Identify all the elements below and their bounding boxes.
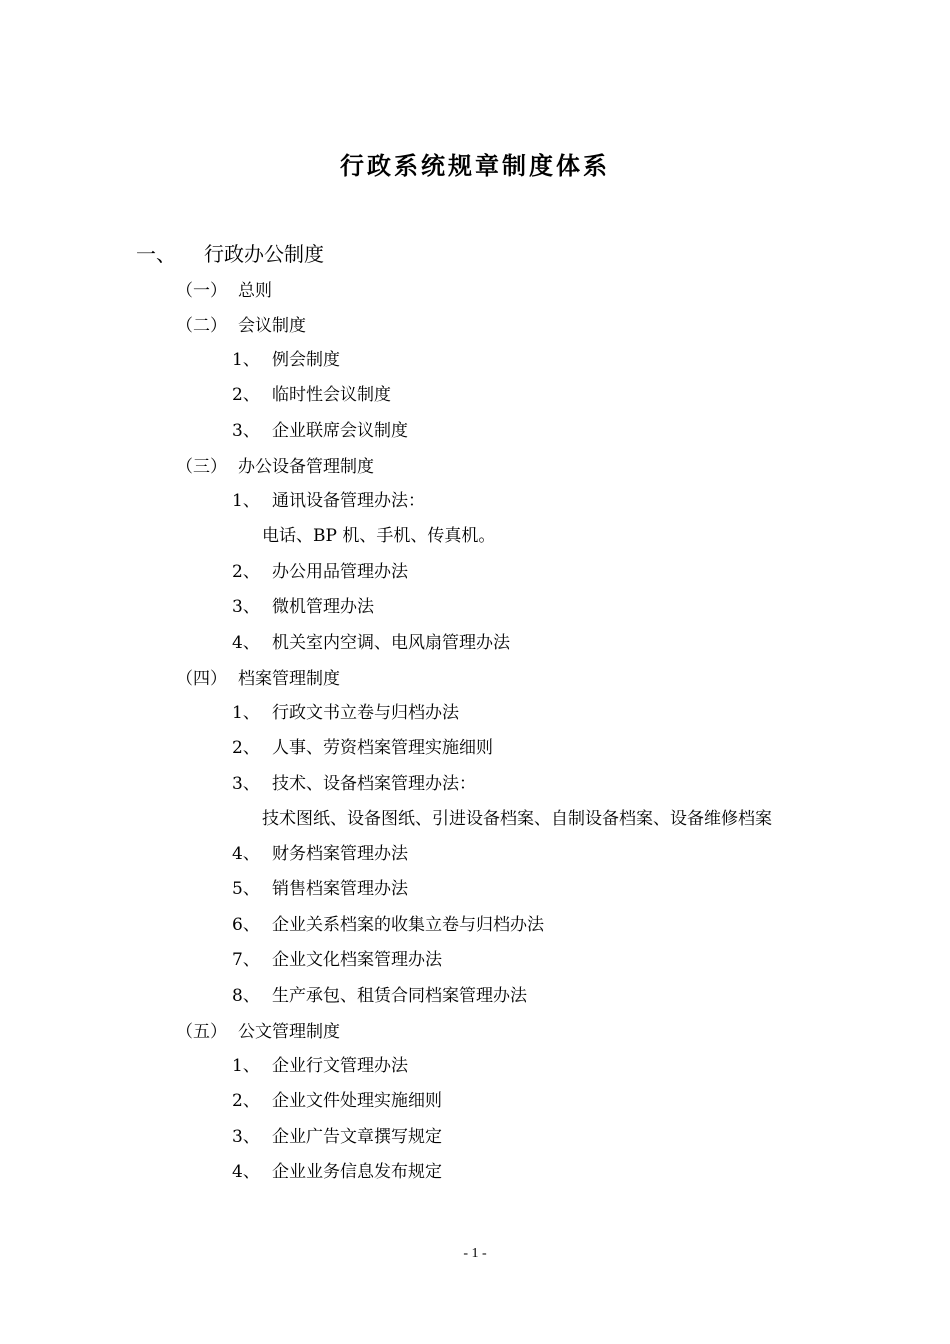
item-number: 4、 (232, 633, 260, 653)
list-item (232, 416, 408, 441)
item-number: 2、 (232, 738, 260, 758)
subsection-label: 公文管理制度 (238, 1022, 340, 1042)
subsection-heading (176, 664, 340, 689)
subsection-label: 总则 (238, 281, 272, 301)
subsection-label: 办公设备管理制度 (238, 457, 374, 477)
item-label: 企业文化档案管理办法 (272, 950, 442, 970)
item-label: 企业广告文章撰写规定 (272, 1127, 442, 1147)
item-number: 7、 (232, 950, 260, 970)
section-heading (136, 238, 324, 267)
subsection-number: （五） (176, 1022, 227, 1042)
section-number: 一、 (136, 242, 176, 266)
item-number: 5、 (232, 879, 260, 899)
list-item (232, 698, 459, 723)
item-number: 4、 (232, 844, 260, 864)
item-label: 技术、设备档案管理办法： (272, 774, 476, 794)
item-label: 企业文件处理实施细则 (272, 1091, 442, 1111)
item-label: 企业关系档案的收集立卷与归档办法 (272, 915, 544, 935)
section-label: 行政办公制度 (204, 242, 324, 266)
item-number: 3、 (232, 421, 260, 441)
list-item (232, 1051, 408, 1076)
item-label: 生产承包、租赁合同档案管理办法 (272, 986, 527, 1006)
list-item (232, 592, 374, 617)
page-number: - 1 - (463, 1246, 487, 1261)
item-number: 6、 (232, 915, 260, 935)
list-item (232, 1157, 442, 1182)
subsection-number: （一） (176, 281, 227, 301)
list-item (232, 345, 340, 370)
subsection-heading (176, 276, 272, 301)
item-label: 行政文书立卷与归档办法 (272, 703, 459, 723)
item-label: 通讯设备管理办法： (272, 491, 425, 511)
item-number: 3、 (232, 774, 260, 794)
subsection-label: 档案管理制度 (238, 669, 340, 689)
subsection-heading (176, 452, 374, 477)
list-item (232, 1122, 442, 1147)
list-item (232, 557, 408, 582)
list-item (232, 981, 527, 1006)
item-number: 2、 (232, 562, 260, 582)
item-label: 办公用品管理办法 (272, 562, 408, 582)
subsection-number: （三） (176, 457, 227, 477)
list-item (232, 874, 408, 899)
item-label: 企业联席会议制度 (272, 421, 408, 441)
item-label: 企业业务信息发布规定 (272, 1162, 442, 1182)
document-title: 行政系统规章制度体系 (340, 151, 610, 180)
list-item (232, 910, 544, 935)
list-item (232, 945, 442, 970)
subsection-number: （二） (176, 316, 227, 336)
list-item (232, 486, 425, 511)
list-item (232, 380, 391, 405)
item-number: 3、 (232, 1127, 260, 1147)
list-item (232, 733, 493, 758)
item-number: 2、 (232, 385, 260, 405)
item-note: 技术图纸、设备图纸、引进设备档案、自制设备档案、设备维修档案 (262, 809, 772, 829)
item-label: 例会制度 (272, 350, 340, 370)
list-item (232, 839, 408, 864)
item-label: 人事、劳资档案管理实施细则 (272, 738, 493, 758)
item-note: 电话、BP 机、手机、传真机。 (262, 526, 496, 546)
item-label: 销售档案管理办法 (272, 879, 408, 899)
item-number: 1、 (232, 350, 260, 370)
subsection-label: 会议制度 (238, 316, 306, 336)
item-label: 微机管理办法 (272, 597, 374, 617)
item-number: 8、 (232, 986, 260, 1006)
item-number: 1、 (232, 1056, 260, 1076)
item-number: 3、 (232, 597, 260, 617)
item-label: 临时性会议制度 (272, 385, 391, 405)
list-item (232, 769, 476, 794)
item-label: 机关室内空调、电风扇管理办法 (272, 633, 510, 653)
item-label: 企业行文管理办法 (272, 1056, 408, 1076)
list-item (232, 628, 510, 653)
subsection-heading (176, 1017, 340, 1042)
list-item (232, 1086, 442, 1111)
item-number: 4、 (232, 1162, 260, 1182)
item-number: 1、 (232, 491, 260, 511)
subsection-number: （四） (176, 669, 227, 689)
item-number: 1、 (232, 703, 260, 723)
subsection-heading (176, 311, 306, 336)
item-label: 财务档案管理办法 (272, 844, 408, 864)
item-number: 2、 (232, 1091, 260, 1111)
